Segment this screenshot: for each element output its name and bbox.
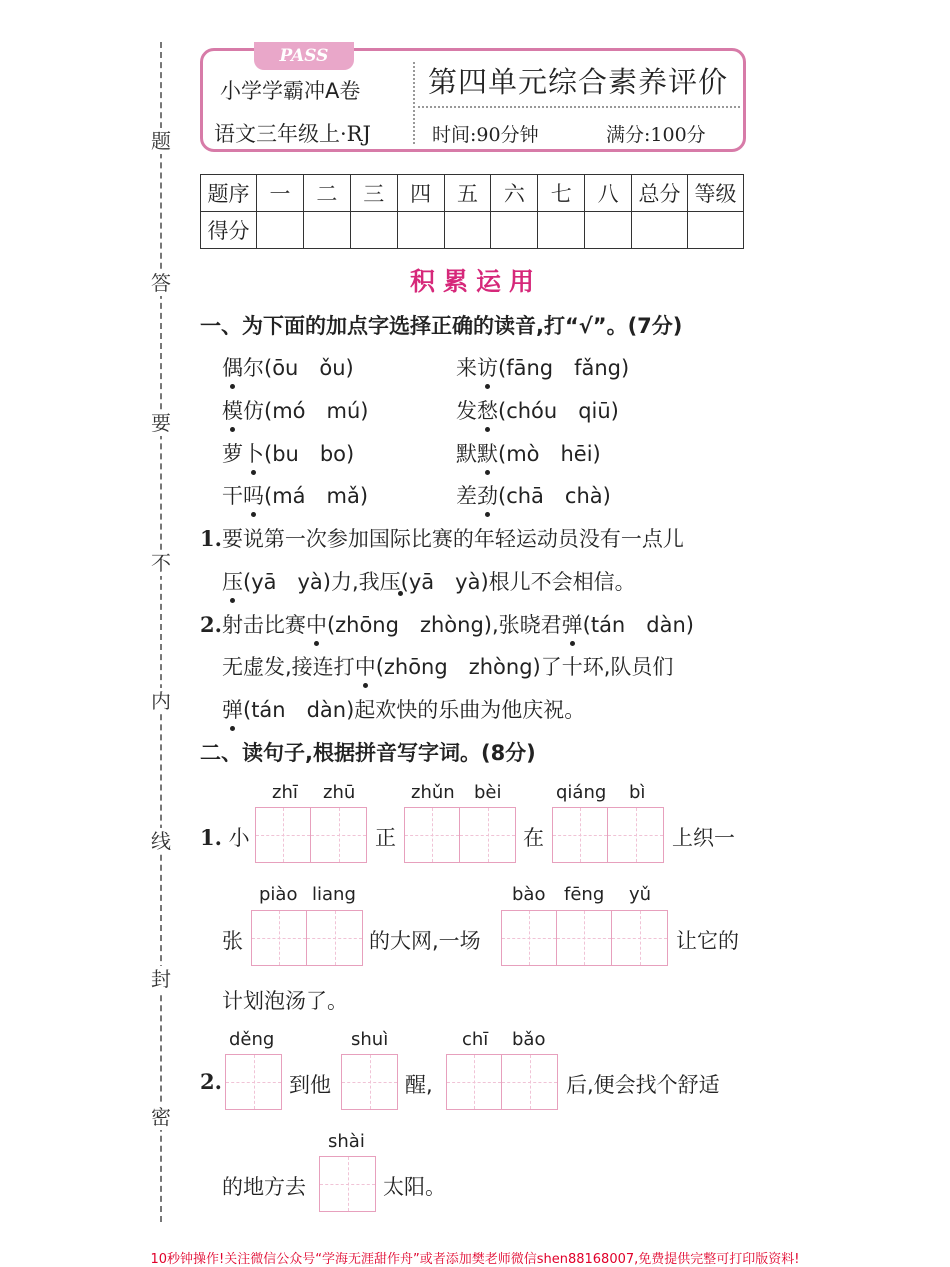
brand-name: 小学学霸冲A卷 [220,79,361,103]
writing-grid[interactable] [446,1054,558,1110]
score-table [200,174,744,249]
pinyin-label: piào [259,884,298,905]
table-cell: 一 [257,175,304,212]
writing-grid[interactable] [404,807,516,863]
pinyin-label: shuì [351,1029,389,1050]
table-cell: 五 [444,175,491,212]
table-cell: 七 [538,175,585,212]
pinyin-choice-item[interactable]: 来访(fāng fǎng) [456,352,629,382]
pinyin-label: bì [629,782,646,803]
pinyin-label: bào [512,884,546,905]
sentence-text: 1. 小 [200,825,250,850]
table-cell: 等级 [688,175,744,212]
sentence-2-choice[interactable]: 2.射击比赛中(zhōng zhòng),张晓君弹(tán dàn) [200,609,694,639]
page-title: 第四单元综合素养评价 [428,65,729,99]
score-input-cell[interactable] [491,212,538,249]
pinyin-choice-item[interactable]: 偶尔(ōu ǒu) [222,352,354,382]
sentence-text: 正 [375,826,396,850]
binding-char: 不 [148,550,174,576]
pinyin-choice-item[interactable]: 干吗(má mǎ) [222,480,368,510]
binding-char: 密 [148,1104,174,1130]
table-cell: 三 [350,175,397,212]
table-cell: 六 [491,175,538,212]
score-input-cell[interactable] [632,212,688,249]
writing-grid[interactable] [341,1054,398,1110]
pinyin-label: bèi [474,782,502,803]
table-cell: 题序 [201,175,257,212]
sentence-2-choice[interactable]: 无虚发,接连打中(zhōng zhòng)了十环,队员们 [222,651,673,681]
table-cell: 总分 [632,175,688,212]
pinyin-choice-item[interactable]: 萝卜(bu bo) [222,438,354,468]
exam-time: 时间:90分钟 [432,124,539,146]
footer-notice: 10秒钟操作!关注微信公众号“学海无涯甜作舟”或者添加樊老师微信shen88168007,免费提供完整可打印版资料! [150,1252,800,1267]
pinyin-label: děng [229,1029,275,1050]
score-input-cell[interactable] [397,212,444,249]
sentence-text: 到他 [289,1073,331,1097]
pinyin-choice-item[interactable]: 模仿(mó mú) [222,395,368,425]
score-input-cell[interactable] [688,212,744,249]
writing-grid[interactable] [251,910,363,966]
pinyin-choice-item[interactable]: 差劲(chā chà) [456,480,611,510]
writing-grid[interactable] [225,1054,282,1110]
sentence-text: 让它的 [676,929,739,953]
sentence-2-choice[interactable]: 弹(tán dàn)起欢快的乐曲为他庆祝。 [222,694,585,724]
writing-grid[interactable] [255,807,367,863]
score-input-cell[interactable] [538,212,585,249]
header-divider [418,106,740,108]
pinyin-choice-item[interactable]: 默默(mò hēi) [456,438,601,468]
sentence-1-line: 1.要说第一次参加国际比赛的年轻运动员没有一点儿 [200,526,684,551]
sentence-1-choice[interactable]: 压(yā yà)力,我压(yā yà)根儿不会相信。 [222,566,636,596]
sentence-text: 的地方去 [222,1175,306,1199]
sentence-text: 张 [222,929,243,953]
binding-char: 线 [148,828,174,854]
writing-grid[interactable] [501,910,668,966]
sentence-text: 上织一 [672,826,735,850]
binding-char: 要 [148,410,174,436]
pinyin-label: shài [328,1131,365,1152]
sentence-text: 太阳。 [383,1175,446,1199]
score-input-cell[interactable] [444,212,491,249]
binding-char: 封 [148,966,174,992]
table-row [201,175,744,212]
pinyin-label: yǔ [629,884,652,905]
binding-char: 答 [148,270,174,296]
pinyin-label: fēng [564,884,605,905]
header-divider [413,62,415,144]
table-cell: 二 [303,175,350,212]
pinyin-label: zhū [323,782,356,803]
section-title: 积累运用 [410,267,543,296]
binding-char: 题 [148,128,174,154]
pass-badge: PASS [254,42,354,70]
sentence-text: 2. [200,1069,222,1094]
question-1-title: 一、为下面的加点字选择正确的读音,打“√”。(7分) [200,314,683,338]
table-cell: 得分 [201,212,257,249]
full-score: 满分:100分 [606,124,706,146]
table-cell: 八 [585,175,632,212]
pinyin-label: zhī [272,782,298,803]
sentence-text: 计划泡汤了。 [222,989,348,1013]
writing-grid[interactable] [319,1156,376,1212]
pinyin-choice-item[interactable]: 发愁(chóu qiū) [456,395,619,425]
score-input-cell[interactable] [257,212,304,249]
binding-char: 内 [148,688,174,714]
score-input-cell[interactable] [350,212,397,249]
score-input-cell[interactable] [303,212,350,249]
table-cell: 四 [397,175,444,212]
binding-dashed-line [160,42,162,1222]
sentence-text: 在 [523,826,544,850]
score-input-cell[interactable] [585,212,632,249]
pinyin-label: bǎo [512,1029,546,1050]
pinyin-label: chī [462,1029,489,1050]
writing-grid[interactable] [552,807,664,863]
sentence-text: 后,便会找个舒适 [566,1073,720,1097]
pinyin-label: qiáng [556,782,607,803]
table-row [201,212,744,249]
subject-label: 语文三年级上·RJ [214,122,371,146]
pinyin-label: liang [312,884,356,905]
pinyin-label: zhǔn [411,782,455,803]
question-2-title: 二、读句子,根据拼音写字词。(8分) [200,741,536,765]
sentence-text: 醒, [405,1073,433,1097]
sentence-text: 的大网,一场 [369,929,481,953]
